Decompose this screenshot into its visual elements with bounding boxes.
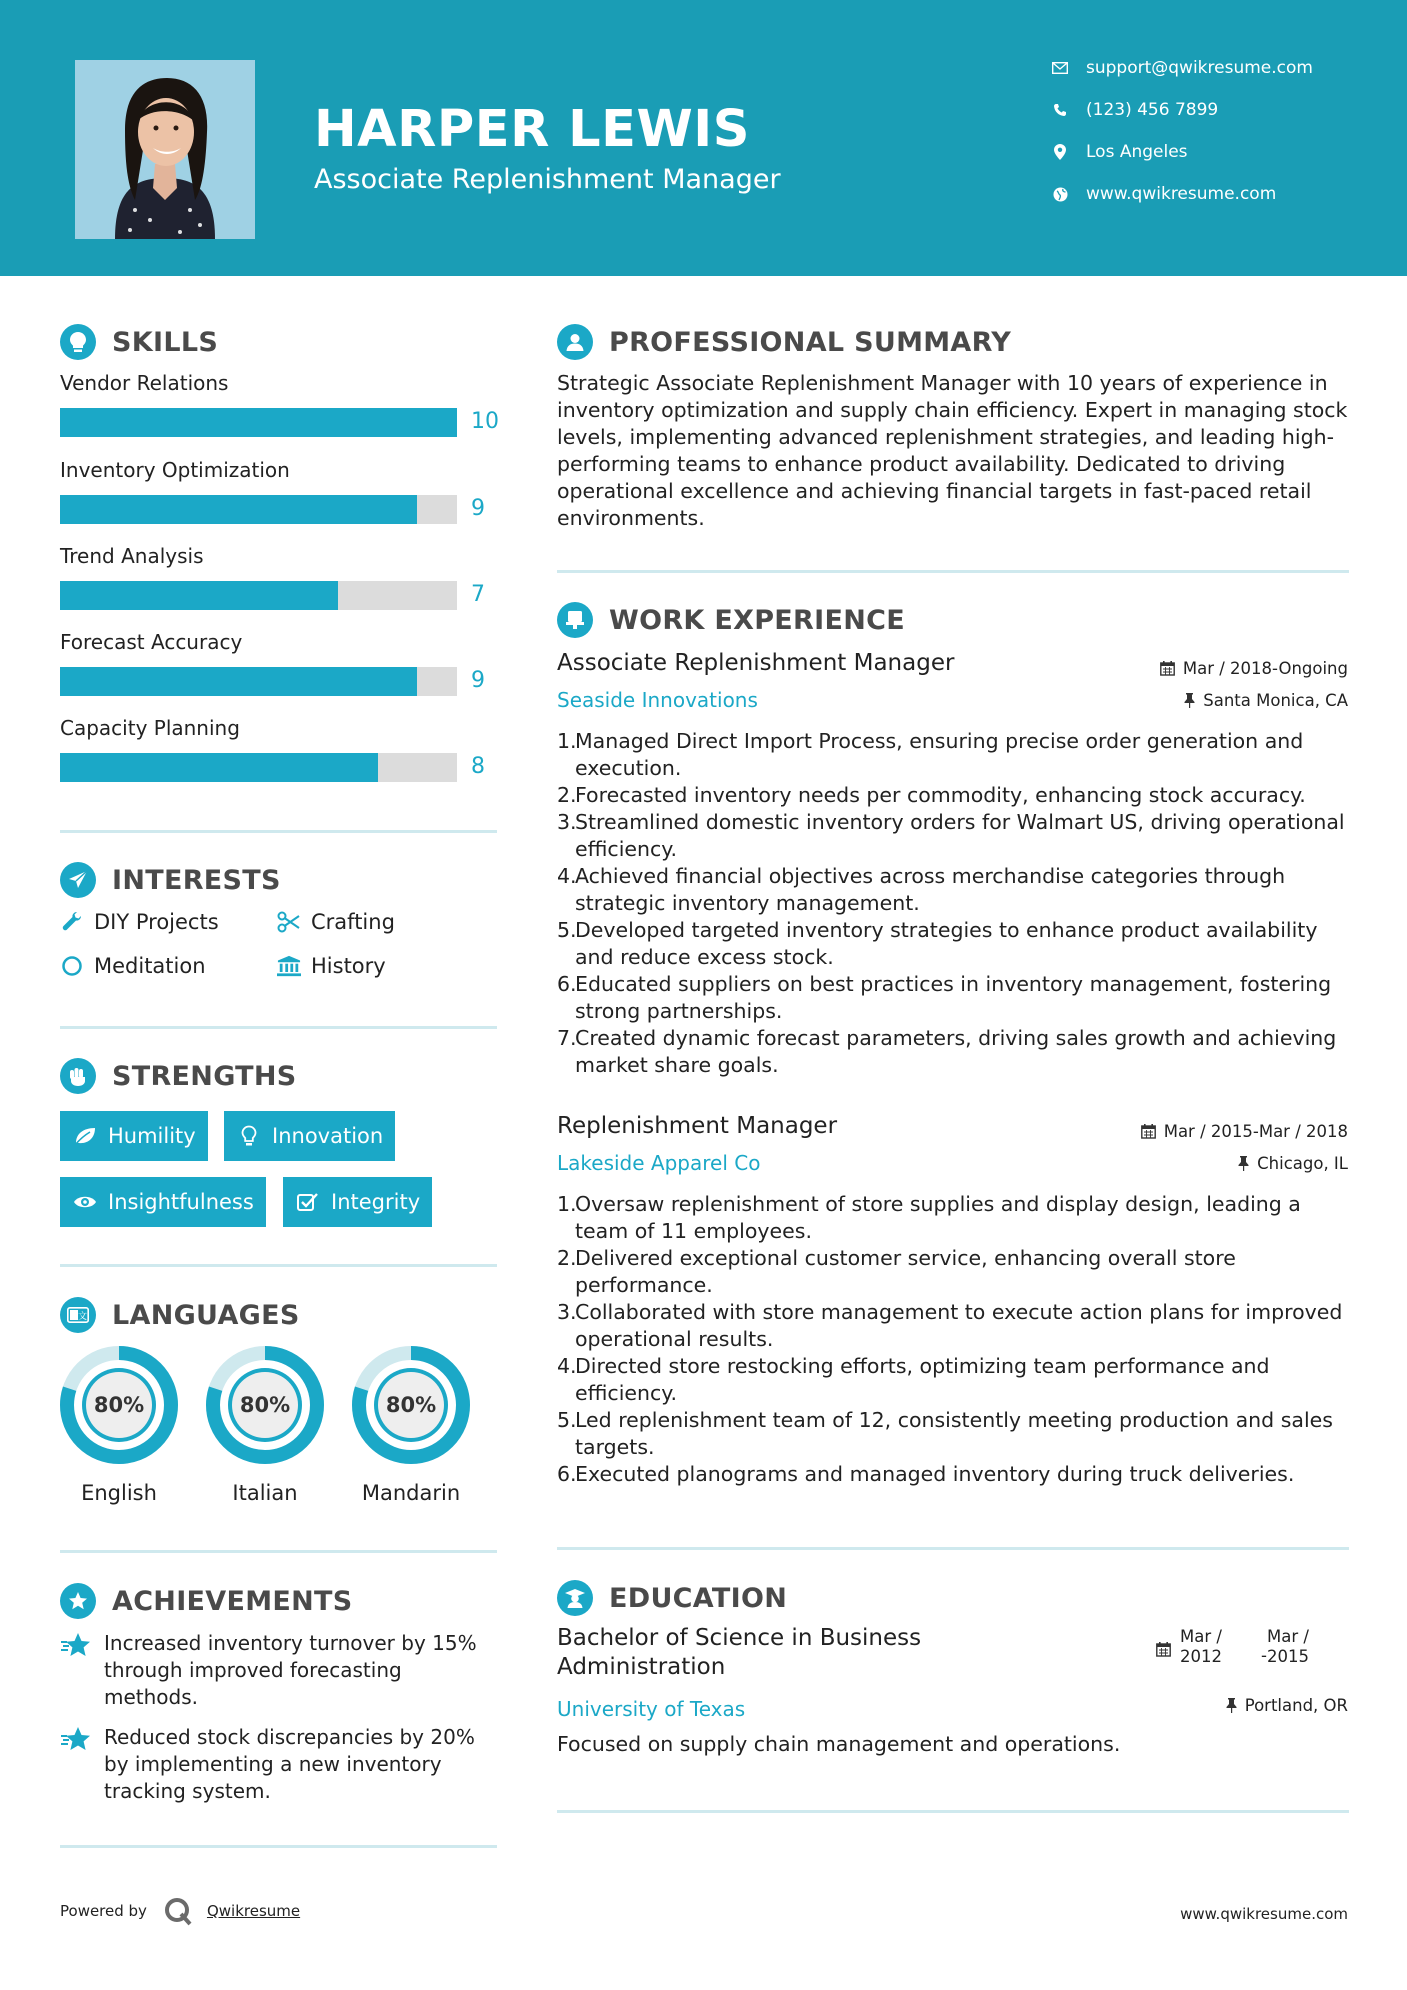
candidate-name: HARPER LEWIS <box>314 100 750 159</box>
education-school: University of Texas <box>557 1697 746 1721</box>
briefcase-icon <box>557 602 593 638</box>
strengths-title: STRENGTHS <box>112 1060 297 1092</box>
contact-location <box>1050 142 1188 162</box>
footer-url[interactable]: www.qwikresume.com <box>1180 1905 1348 1923</box>
star-icon <box>60 1726 92 1805</box>
achievement-item <box>60 1630 500 1711</box>
lightbulb-icon <box>60 324 96 360</box>
interest-label: DIY Projects <box>94 910 219 934</box>
skill-value: 9 <box>471 668 485 693</box>
interests-title: INTERESTS <box>112 864 281 896</box>
language-name: Italian <box>232 1481 298 1505</box>
strength-chip <box>283 1177 432 1227</box>
contact-email[interactable] <box>1050 58 1313 78</box>
contact-phone-text: (123) 456 7899 <box>1086 100 1219 120</box>
skill-value: 10 <box>471 409 499 434</box>
skill-value: 8 <box>471 754 485 779</box>
summary-text: Strategic Associate Replenishment Manager with 10 years of experience in inventory optimization and supply chain efficiency. Expert in managing stock levels, implementing advanced replenishment strategies, and leading high-performing teams to enhance product availability. Dedicated to driving operational excellence and achieving financial targets in fast-paced retail environments. <box>557 371 1348 530</box>
achievement-item <box>60 1724 500 1805</box>
education-description: Focused on supply chain management and operations. <box>557 1732 1121 1756</box>
education-location-text: Portland, OR <box>1244 1696 1348 1715</box>
interests-heading <box>60 862 281 898</box>
job-bullet: 5. Developed targeted inventory strategies to enhance product availability and reduce excess stock. <box>557 918 1318 969</box>
paper-plane-icon <box>60 862 96 898</box>
work-heading <box>557 602 905 638</box>
job-bullet: 3. Streamlined domestic inventory orders for Walmart US, driving operational efficiency. <box>557 810 1345 861</box>
strength-label: Innovation <box>272 1124 384 1148</box>
lightbulb-icon <box>236 1125 262 1147</box>
calendar-icon <box>1156 1642 1171 1661</box>
strength-chip <box>60 1177 266 1227</box>
job-bullet: 5. Led replenishment team of 12, consistently meeting production and sales targets. <box>557 1408 1333 1459</box>
powered-by-text: Powered by <box>60 1902 147 1920</box>
job-location <box>1184 691 1348 710</box>
star-badge-icon <box>60 1583 96 1619</box>
achievement-text: Reduced stock discrepancies by 20% by implementing a new inventory tracking system. <box>104 1725 475 1803</box>
education-heading <box>557 1580 787 1616</box>
skill-label: Vendor Relations <box>60 371 229 395</box>
job-date-text: Mar / 2015-Mar / 2018 <box>1163 1122 1348 1141</box>
summary-heading <box>557 324 1011 360</box>
job-company: Seaside Innovations <box>557 688 758 712</box>
job-bullet: 1. Managed Direct Import Process, ensuring precise order generation and execution. <box>557 729 1304 780</box>
job-bullet: 2. Forecasted inventory needs per commodity, enhancing stock accuracy. <box>557 783 1306 807</box>
job-bullet: 2. Delivered exceptional customer service, enhancing overall store performance. <box>557 1246 1236 1297</box>
language-item <box>205 1345 325 1505</box>
interest-label: History <box>311 954 386 978</box>
contact-email-text: support@qwikresume.com <box>1086 58 1313 78</box>
phone-icon <box>1050 100 1070 120</box>
scissors-icon <box>277 910 301 934</box>
calendar-icon <box>1141 1124 1156 1139</box>
user-icon <box>557 324 593 360</box>
contact-phone[interactable] <box>1050 100 1218 120</box>
contact-website[interactable] <box>1050 184 1276 204</box>
education-end-date: Mar / 2015 <box>1267 1627 1309 1666</box>
contact-location-text: Los Angeles <box>1086 142 1188 162</box>
section-divider <box>557 570 1349 573</box>
location-pin-icon <box>1050 142 1070 162</box>
language-progress-ring <box>351 1345 471 1465</box>
skill-bar-fill <box>60 753 378 782</box>
pushpin-icon <box>1238 1156 1249 1171</box>
interest-label: Crafting <box>311 910 395 934</box>
fist-icon <box>60 1058 96 1094</box>
strength-chip <box>224 1111 395 1161</box>
language-name: English <box>81 1481 157 1505</box>
interest-label: Meditation <box>94 954 206 978</box>
job-date-text: Mar / 2018-Ongoing <box>1182 659 1348 678</box>
globe-icon <box>1050 184 1070 204</box>
strength-chip <box>60 1111 208 1161</box>
museum-icon <box>277 954 301 978</box>
education-date-separator: - <box>1261 1646 1267 1665</box>
section-divider <box>60 1026 497 1029</box>
job-title: Associate Replenishment Manager <box>557 650 955 676</box>
languages-title: LANGUAGES <box>112 1299 300 1331</box>
job-bullets <box>557 1191 1357 1488</box>
section-divider <box>60 830 497 833</box>
job-location <box>1238 1154 1348 1173</box>
languages-heading <box>60 1297 300 1333</box>
language-progress-ring <box>59 1345 179 1465</box>
job-bullet: 3. Collaborated with store management to execute action plans for improved operational results. <box>557 1300 1343 1351</box>
skill-bar <box>60 753 457 782</box>
graduate-icon <box>557 1580 593 1616</box>
interest-item <box>60 910 219 934</box>
language-percent: 80% <box>239 1393 291 1417</box>
language-item <box>59 1345 179 1505</box>
job-bullet: 6. Educated suppliers on best practices in inventory management, fostering strong partnerships. <box>557 972 1332 1023</box>
section-divider <box>60 1264 497 1267</box>
eye-icon <box>72 1191 98 1213</box>
job-date <box>1141 1122 1348 1141</box>
svg-text:文: 文 <box>77 1312 88 1322</box>
strength-label: Integrity <box>331 1190 421 1214</box>
skill-label: Capacity Planning <box>60 716 240 740</box>
job-title: Replenishment Manager <box>557 1113 838 1139</box>
job-bullet: 7. Created dynamic forecast parameters, driving sales growth and achieving market share goals. <box>557 1026 1337 1077</box>
job-bullet: 4. Achieved financial objectives across merchandise categories through strategic inventory management. <box>557 864 1286 915</box>
section-divider <box>60 1550 497 1553</box>
qwikresume-logo-icon <box>163 1895 195 1927</box>
job-bullet: 1. Oversaw replenishment of store supplies and display design, leading a team of 11 employees. <box>557 1192 1301 1243</box>
interest-item <box>277 910 395 934</box>
interest-item <box>277 954 386 978</box>
skill-bar <box>60 408 457 437</box>
profile-photo <box>75 60 255 239</box>
education-title: EDUCATION <box>609 1582 788 1614</box>
qwikresume-link[interactable]: Qwikresume <box>206 1902 301 1920</box>
job-bullet: 6. Executed planograms and managed inventory during truck deliveries. <box>557 1462 1295 1486</box>
calendar-icon <box>1160 661 1175 676</box>
skill-value: 9 <box>471 496 485 521</box>
education-start-date: Mar / 2012 <box>1180 1627 1222 1666</box>
skill-label: Trend Analysis <box>60 544 204 568</box>
leaf-icon <box>72 1125 98 1147</box>
language-icon <box>60 1297 96 1333</box>
skill-bar <box>60 495 457 524</box>
section-divider <box>557 1810 1349 1813</box>
star-icon <box>60 1632 92 1711</box>
achievements-title: ACHIEVEMENTS <box>112 1585 353 1617</box>
strengths-heading <box>60 1058 297 1094</box>
resume-header <box>0 0 1407 276</box>
circle-icon <box>60 954 84 978</box>
achievements-heading <box>60 1583 353 1619</box>
education-location <box>1226 1696 1348 1715</box>
skill-value: 7 <box>471 582 485 607</box>
skill-bar-fill <box>60 495 417 524</box>
job-bullets <box>557 728 1357 1079</box>
summary-title: PROFESSIONAL SUMMARY <box>609 326 1012 358</box>
interest-item <box>60 954 206 978</box>
job-bullet: 4. Directed store restocking efforts, optimizing team performance and efficiency. <box>557 1354 1270 1405</box>
achievement-text: Increased inventory turnover by 15% through improved forecasting methods. <box>104 1631 477 1709</box>
job-date <box>1160 659 1348 678</box>
language-item <box>351 1345 471 1505</box>
language-percent: 80% <box>93 1393 145 1417</box>
footer-powered-by <box>60 1895 300 1927</box>
skills-heading <box>60 324 218 360</box>
skills-title: SKILLS <box>112 326 219 358</box>
skill-label: Forecast Accuracy <box>60 630 243 654</box>
job-location-text: Santa Monica, CA <box>1203 691 1348 710</box>
skill-bar-fill <box>60 408 457 437</box>
language-progress-ring <box>205 1345 325 1465</box>
job-company: Lakeside Apparel Co <box>557 1151 761 1175</box>
check-square-icon <box>295 1191 321 1213</box>
skill-bar <box>60 667 457 696</box>
pushpin-icon <box>1226 1698 1237 1713</box>
language-percent: 80% <box>385 1393 437 1417</box>
work-title: WORK EXPERIENCE <box>609 604 905 636</box>
job-location-text: Chicago, IL <box>1257 1154 1348 1173</box>
wrench-icon <box>60 910 84 934</box>
pushpin-icon <box>1184 693 1195 708</box>
candidate-role: Associate Replenishment Manager <box>314 164 781 195</box>
skill-label: Inventory Optimization <box>60 458 290 482</box>
education-degree: Bachelor of Science in Business Administration <box>557 1625 922 1680</box>
strength-label: Insightfulness <box>108 1190 254 1214</box>
language-name: Mandarin <box>361 1481 461 1505</box>
skill-bar <box>60 581 457 610</box>
skill-bar-fill <box>60 667 417 696</box>
mail-icon <box>1050 58 1070 78</box>
section-divider <box>60 1845 497 1848</box>
section-divider <box>557 1547 1349 1550</box>
contact-website-text: www.qwikresume.com <box>1086 184 1277 204</box>
skill-bar-fill <box>60 581 338 610</box>
strength-label: Humility <box>108 1124 196 1148</box>
